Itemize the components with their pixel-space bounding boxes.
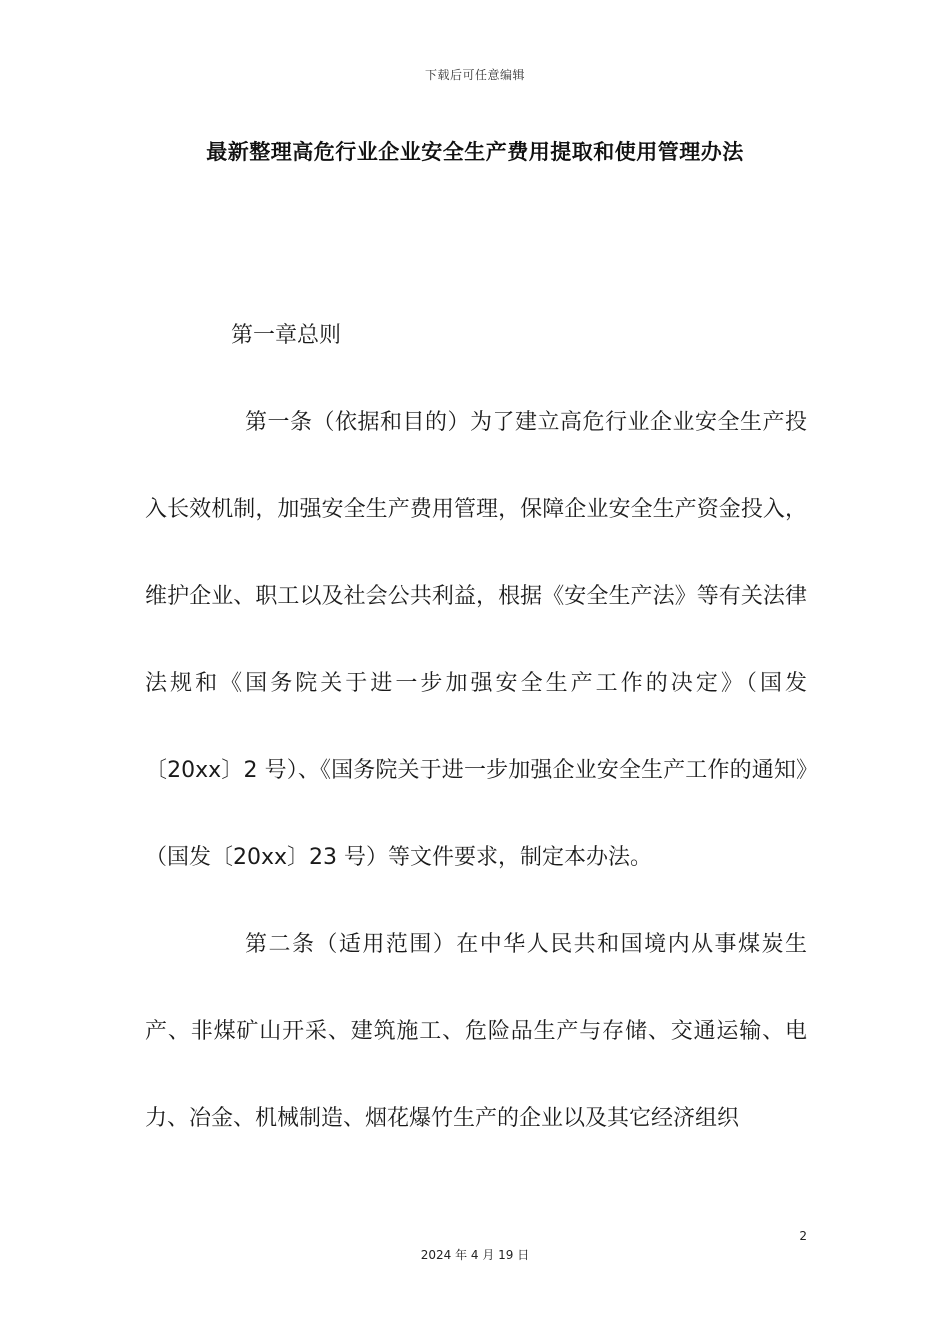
chapter-heading: 第一章总则 xyxy=(231,323,342,348)
footer-date: 2024 年 4 月 19 日 xyxy=(420,1248,530,1262)
article-paragraph-1: 第一条（依据和目的）为了建立高危行业企业安全生产投入长效机制，加强安全生产费用管理，保障企业安全生产资金投入，维护企业、职工以及社会公共利益，根据《安全生产法》等有关法律法规和《国务院关于进一步加强安全生产工作的决定》（国发〔20xx〕2 号）、《国务院关于进一步加强企业安全生产工作的通知》（国发〔20xx〕23 号）等文件要求，制定本办法。 xyxy=(145,410,807,870)
document-body xyxy=(145,292,807,1162)
document-title: 最新整理高危行业企业安全生产费用提取和使用管理办法 xyxy=(206,140,744,164)
header-note: 下载后可任意编辑 xyxy=(424,68,525,82)
page-number: 2 xyxy=(799,1229,807,1243)
article-paragraph-2: 第二条（适用范围）在中华人民共和国境内从事煤炭生产、非煤矿山开采、建筑施工、危险品生产与存储、交通运输、电力、冶金、机械制造、烟花爆竹生产的企业以及其它经济组织 xyxy=(145,932,807,1131)
